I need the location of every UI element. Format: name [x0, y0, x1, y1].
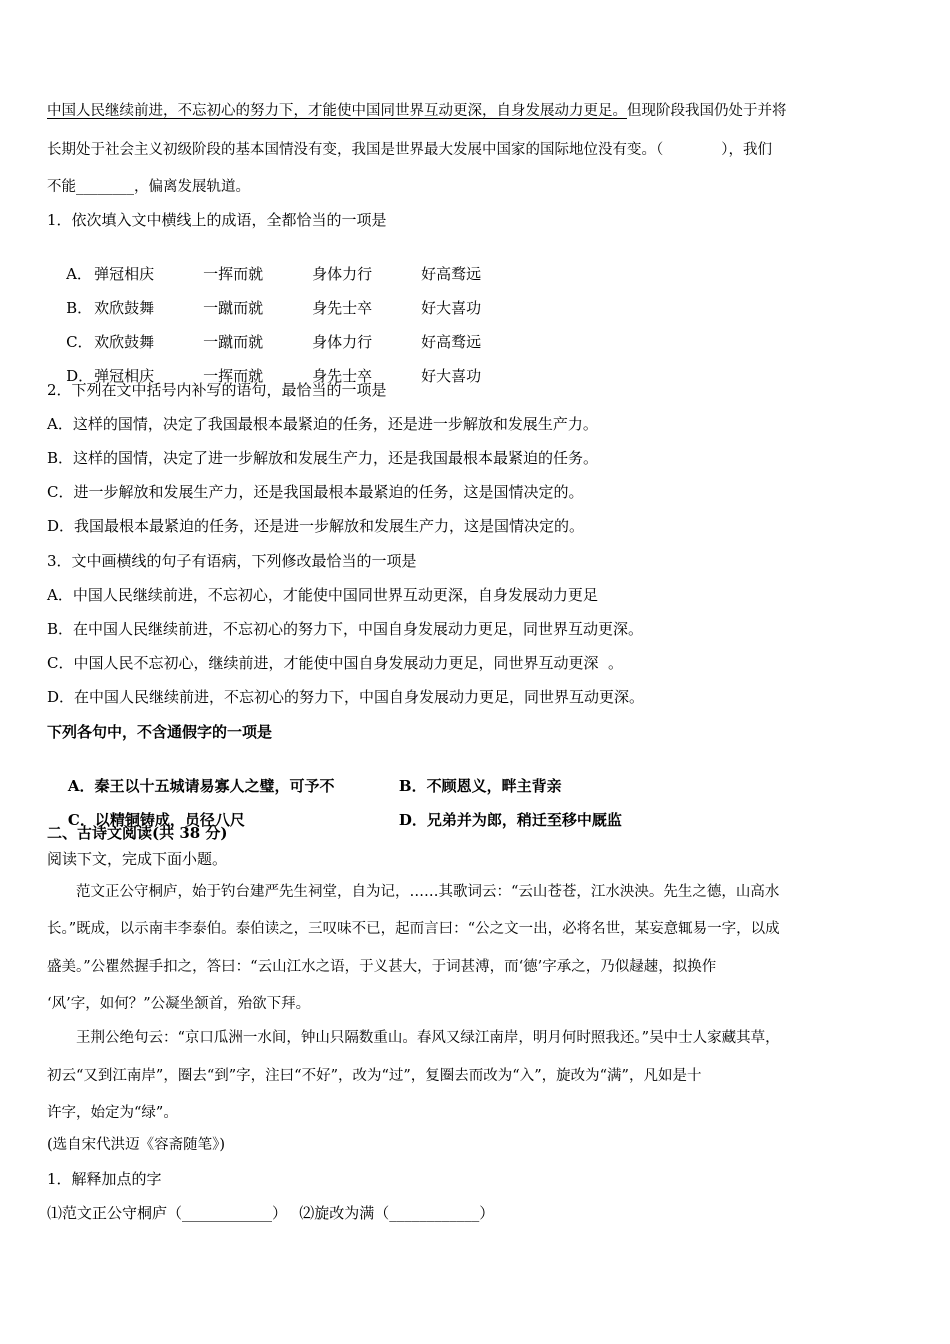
q4-option-a[interactable]: A．秦王以十五城请易寡人之璧，可予不: [67, 777, 335, 795]
q3-option-b[interactable]: B．在中国人民继续前进，不忘初心的努力下，中国自身发展动力更足，同世界互动更深。: [47, 620, 644, 638]
q3-option-c[interactable]: C．中国人民不忘初心，继续前进，才能使中国自身发展动力更足，同世界互动更深 。: [47, 654, 624, 672]
q3-option-a[interactable]: A．中国人民继续前进，不忘初心，才能使中国同世界互动更深，自身发展动力更足: [47, 586, 598, 604]
q2-option-b[interactable]: B．这样的国情，决定了进一步解放和发展生产力，还是我国最根本最紧迫的任务。: [47, 449, 599, 467]
q1-stem: 1．依次填入文中横线上的成语，全都恰当的一项是: [47, 211, 387, 229]
q2-option-d[interactable]: D．我国最根本最紧迫的任务，还是进一步解放和发展生产力，这是国情决定的。: [47, 517, 585, 535]
classical-passage-line-6: 初云“又到江南岸”，圈去“到”字，注曰“不好”，改为“过”，复圈去而改为“入”，旋改为“满”，凡如是十: [47, 1068, 702, 1084]
q3-stem: 3．文中画横线的句子有语病，下列修改最恰当的一项是: [47, 552, 417, 570]
q1-option-a[interactable]: A． 弹冠相庆 一挥而就 身体力行 好高骛远: [66, 265, 482, 283]
passage-line-1: 中国人民继续前进，不忘初心的努力下，才能使中国同世界互动更深，自身发展动力更足。但现阶段我国仍处于并将: [47, 103, 787, 119]
q4-option-c[interactable]: C．以精铜铸成，员径八尺: [67, 811, 245, 829]
sub-q1-blanks[interactable]: ⑴范文正公守桐庐（____________） ⑵旋改为满（____________）: [47, 1204, 495, 1222]
classical-passage-line-3: 盛美。”公瞿然握手扣之，答曰：“云山江水之语，于义甚大，于词甚溥，而‘德’字承之，乃似趢趚，拟换作: [47, 959, 717, 975]
passage-line-2: 长期处于社会主义初级阶段的基本国情没有变，我国是世界最大发展中国家的国际地位没有变。（ ），我们: [47, 142, 772, 158]
q1-option-b[interactable]: B． 欢欣鼓舞 一蹴而就 身先士卒 好大喜功: [66, 299, 482, 317]
q2-option-a[interactable]: A．这样的国情，决定了我国最根本最紧迫的任务，还是进一步解放和发展生产力。: [47, 415, 598, 433]
classical-passage-line-1: 范文正公守桐庐，始于钓台建严先生祠堂，自为记，……其歌词云：“云山苍苍，江水泱泱。先生之德，山高水: [47, 884, 780, 900]
classical-passage-line-5: 王荆公绝句云：“京口瓜洲一水间，钟山只隔数重山。春风又绿江南岸，明月何时照我还。”吴中士人家藏其草，: [47, 1030, 780, 1046]
q4-option-d[interactable]: D．兄弟并为郎，稍迁至移中厩监: [398, 811, 622, 829]
q4-stem: 下列各句中，不含通假字的一项是: [47, 723, 273, 741]
classical-passage-line-2: 长。”既成，以示南丰李泰伯。泰伯读之，三叹味不已，起而言曰：“公之文一出，必将名世，某妄意辄易一字，以成: [47, 921, 780, 937]
q3-option-d[interactable]: D．在中国人民继续前进，不忘初心的努力下，中国自身发展动力更足，同世界互动更深。: [47, 688, 645, 706]
classical-passage-line-4: ‘风’字，如何？”公凝坐颔首，殆欲下拜。: [47, 996, 311, 1012]
q2-stem: 2．下列在文中括号内补写的语句，最恰当的一项是: [47, 381, 387, 399]
q4-option-b[interactable]: B．不顾恩义，畔主背亲: [398, 777, 562, 795]
q2-option-c[interactable]: C．进一步解放和发展生产力，还是我国最根本最紧迫的任务，这是国情决定的。: [47, 483, 584, 501]
q1-option-c[interactable]: C． 欢欣鼓舞 一蹴而就 身体力行 好高骛远: [66, 333, 482, 351]
passage-source: (选自宋代洪迈《容斋随笔》): [47, 1137, 226, 1153]
section-instruction: 阅读下文，完成下面小题。: [47, 850, 228, 868]
section-title: 二、古诗文阅读(共 38 分): [47, 824, 228, 842]
classical-passage-line-7: 许字，始定为“绿”。: [47, 1105, 178, 1121]
q1-option-d[interactable]: D．弹冠相庆 一挥而就 身先士卒 好大喜功: [66, 367, 482, 385]
passage-line-3: 不能________，偏离发展轨道。: [47, 179, 250, 195]
sub-q1-stem: 1．解释加点的字: [47, 1170, 162, 1188]
underlined-sentence: 中国人民继续前进，不忘初心的努力下，才能使中国同世界互动更深，自身发展动力更足。: [47, 103, 627, 119]
